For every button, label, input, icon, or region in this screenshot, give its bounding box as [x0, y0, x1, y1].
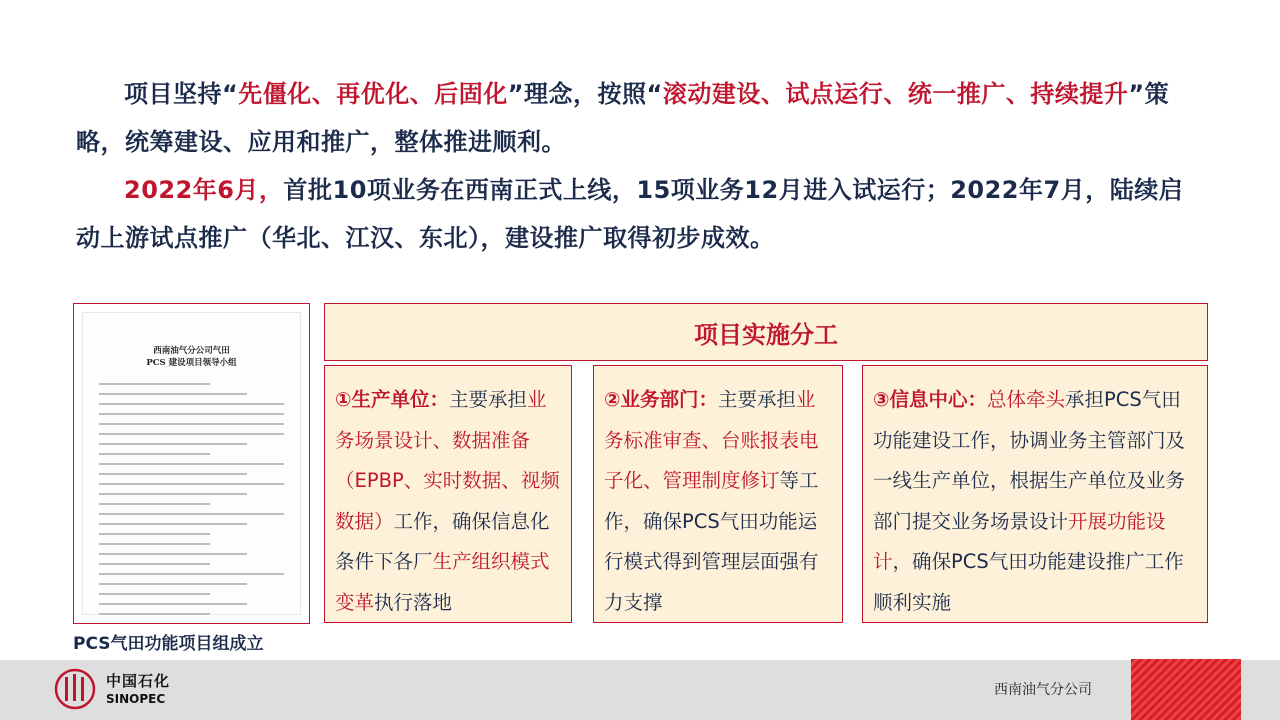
document-line — [99, 523, 247, 525]
col2-t1: 主要承担 — [718, 388, 797, 411]
intro-paragraph-1 — [76, 70, 1196, 166]
document-caption: PCS气田功能项目组成立 — [73, 634, 264, 654]
document-title — [83, 345, 300, 369]
document-line — [99, 393, 247, 395]
document-line — [99, 443, 247, 445]
intro-p1-a: 项目坚持“ — [124, 80, 239, 108]
col3-label: ③信息中心： — [873, 388, 988, 411]
col1-label: ①生产单位： — [335, 388, 450, 411]
col3-t3: 开展功能设计 — [873, 509, 1166, 573]
document-title-line1: 西南油气分公司气田 — [153, 346, 230, 356]
document-line — [99, 423, 284, 425]
document-text-lines — [99, 383, 284, 623]
document-line — [99, 613, 210, 615]
col3-t4: ，确保PCS气田功能建设推广工作顺利实施 — [873, 550, 1184, 614]
intro-p1-d: 滚动建设、试点运行、统一推广、持续提升 — [662, 80, 1129, 108]
col1-t5: 执行落地 — [374, 590, 453, 614]
sinopec-logo-icon — [54, 668, 96, 710]
col2-t2: 业务标准审查、台账报表电子化、管理制度修订 — [604, 388, 819, 492]
document-line — [99, 543, 210, 545]
document-line — [99, 593, 210, 595]
intro-p1-b: 先僵化、再优化、后固化 — [238, 80, 508, 108]
document-line — [99, 533, 210, 535]
sinopec-logo — [50, 664, 180, 714]
red-stripe-decoration — [1131, 659, 1241, 720]
document-thumbnail — [73, 303, 310, 624]
document-line — [99, 463, 284, 465]
document-line — [99, 433, 284, 435]
column-business-department — [593, 365, 843, 623]
logo-chinese: 中国石化 — [106, 672, 171, 690]
document-line — [99, 503, 210, 505]
col1-t3: 工作，确保信息化条件下各厂 — [335, 509, 550, 573]
document-line — [99, 493, 247, 495]
intro-p2-date: 2022年6月， — [124, 176, 284, 204]
col2-t3: 等工作，确保PCS气田功能运行模式得到管理层面强有力支撑 — [604, 469, 819, 614]
document-line — [99, 383, 210, 385]
document-page — [82, 312, 301, 615]
document-line — [99, 403, 284, 405]
document-line — [99, 603, 247, 605]
col3-t1: 总体牵头 — [987, 388, 1066, 411]
document-line — [99, 453, 210, 455]
document-line — [99, 553, 247, 555]
col1-t2: 业务场景设计、数据准备（EPBP、实时数据、视频数据） — [335, 388, 560, 533]
intro-p2-text: 首批10项业务在西南正式上线，15项业务12月进入试运行；2022年7月，陆续启动上游试点推广（华北、江汉、东北），建设推广取得初步成效。 — [76, 176, 1184, 252]
document-line — [99, 563, 210, 565]
column-production-unit — [324, 365, 572, 623]
section-title: 项目实施分工 — [694, 320, 838, 349]
intro-paragraph-2 — [76, 166, 1196, 262]
document-line — [99, 483, 284, 485]
document-line — [99, 513, 284, 515]
section-header — [324, 303, 1208, 361]
document-line — [99, 573, 284, 575]
column-information-center — [862, 365, 1208, 623]
document-line — [99, 473, 247, 475]
company-name: 西南油气分公司 — [994, 682, 1092, 698]
col1-t1: 主要承担 — [449, 388, 528, 411]
col3-t2: 承担PCS气田功能建设工作，协调业务主管部门及一线生产单位，根据生产单位及业务部门提交业务场景设计 — [873, 388, 1186, 533]
col1-t4: 生产组织模式变革 — [335, 550, 550, 614]
intro-p1-e: ”策略，统筹建设、应用和推广，整体推进顺利。 — [76, 80, 1170, 156]
logo-english: SINOPEC — [106, 692, 166, 706]
document-title-line2: PCS 建设项目领导小组 — [146, 358, 237, 368]
intro-p1-c: ”理念，按照“ — [507, 80, 663, 108]
col2-label: ②业务部门： — [604, 388, 719, 411]
document-line — [99, 583, 247, 585]
document-line — [99, 413, 284, 415]
